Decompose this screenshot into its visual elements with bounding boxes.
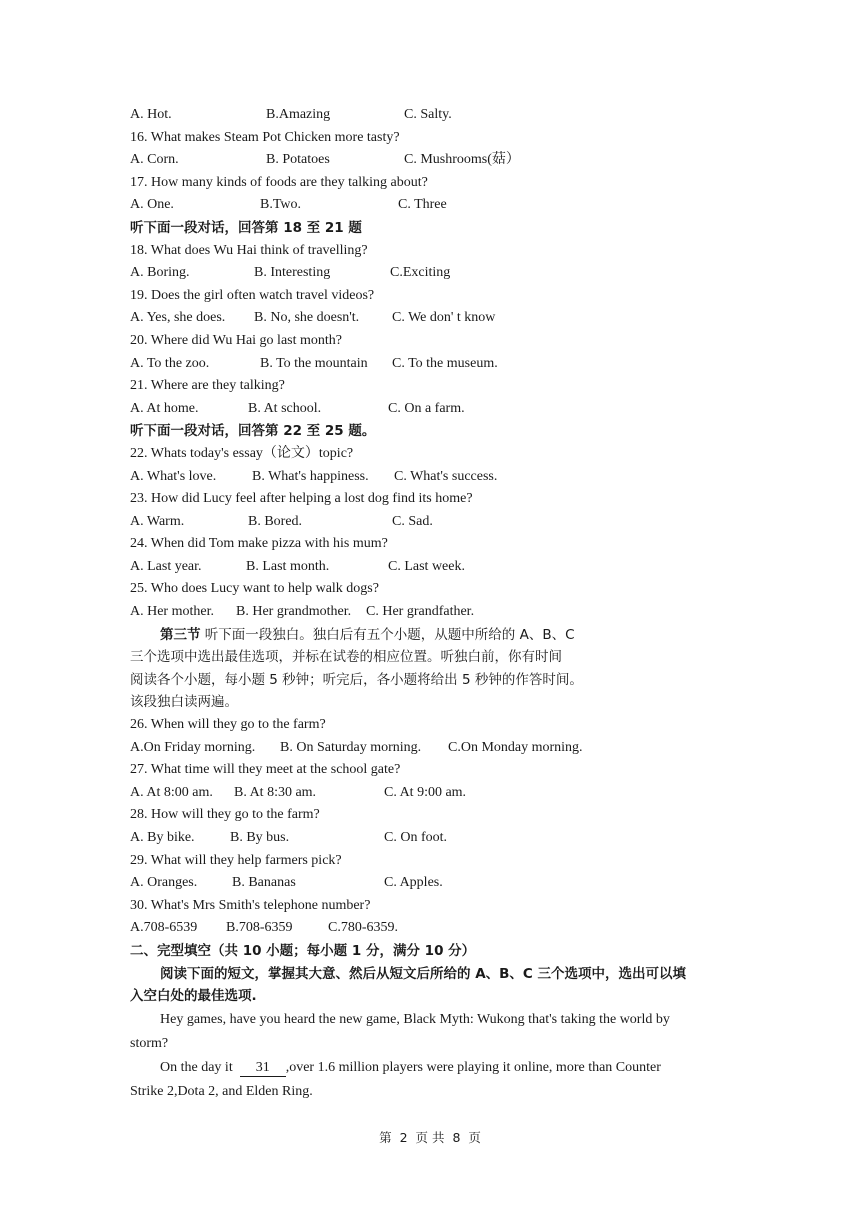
option-a: A. One.	[130, 197, 174, 213]
options-row	[130, 104, 730, 127]
question-text: 27. What time will they meet at the school gate?	[130, 762, 401, 778]
footer-total-pages: 8	[452, 1130, 461, 1145]
questions-26-30	[130, 714, 730, 940]
option-b: B. Potatoes	[266, 152, 330, 168]
section3-intro-line4: 该段独白读两遍。	[130, 694, 238, 711]
option-a: A. Corn.	[130, 152, 179, 168]
question-text: 23. How did Lucy feel after helping a lost dog find its home?	[130, 491, 473, 507]
option-b: B.Amazing	[266, 107, 331, 122]
option-b: B. On Saturday morning.	[280, 739, 422, 755]
option-a: A.On Friday morning.	[130, 739, 256, 755]
section3-intro-line2: 三个选项中选出最佳选项，并标在试卷的相应位置。听独白前，你有时间	[130, 649, 562, 666]
options-row	[130, 194, 730, 217]
option-c: C.Exciting	[390, 265, 451, 281]
option-a: A.708-6539	[130, 920, 198, 936]
option-a: A. Warm.	[130, 513, 185, 529]
question-text: 19. Does the girl often watch travel videos?	[130, 287, 375, 303]
section3-heading: 第三节	[160, 626, 201, 643]
options-row	[130, 149, 730, 172]
option-a: A. Yes, she does.	[130, 310, 226, 326]
question-text: 17. How many kinds of foods are they talking about?	[130, 174, 428, 190]
question-text: 26. When will they go to the farm?	[130, 717, 326, 733]
option-a: A. Her mother.	[130, 604, 214, 620]
option-a: A. At 8:00 am.	[130, 784, 213, 800]
option-b: B. What's happiness.	[252, 468, 369, 484]
option-a: A. To the zoo.	[130, 355, 210, 371]
option-b: B. Bored.	[248, 513, 303, 529]
page-footer	[0, 1128, 860, 1146]
option-a: A. Last year.	[130, 558, 202, 574]
option-c: C. On a farm.	[388, 400, 465, 416]
option-c: C. Sad.	[392, 513, 433, 529]
passage-p1-line2: storm?	[130, 1035, 169, 1051]
passage-p1-line1: Hey games, have you heard the new game, Black Myth: Wukong that's taking the world by	[160, 1011, 670, 1027]
option-a: A. At home.	[130, 400, 199, 416]
question-text: 30. What's Mrs Smith's telephone number?	[130, 897, 371, 913]
option-c: C. Salty.	[404, 107, 452, 122]
options-row	[130, 466, 730, 489]
question-text: 16. What makes Steam Pot Chicken more tasty?	[130, 129, 400, 145]
option-c: C. Last week.	[388, 558, 465, 574]
option-b: B. Interesting	[254, 265, 331, 281]
options-row	[130, 601, 730, 624]
question-text: 29. What will they help farmers pick?	[130, 852, 342, 868]
options-row	[130, 262, 730, 285]
options-row	[130, 872, 730, 895]
section3-text-1: 听下面一段独白。独白后有五个小题，从题中所给的 A、B、C	[204, 626, 575, 643]
options-row	[130, 398, 730, 421]
footer-post: 页	[468, 1130, 481, 1145]
option-b: B. To the mountain	[260, 355, 368, 371]
option-c: C. On foot.	[384, 830, 447, 845]
passage-p2-post: ,over 1.6 million players were playing it online, more than Counter	[285, 1059, 661, 1075]
question-text: 28. How will they go to the farm?	[130, 807, 320, 823]
option-a: A. By bike.	[130, 830, 195, 845]
footer-mid: 页 共	[415, 1130, 445, 1145]
option-b: B. By bus.	[230, 830, 290, 845]
question-text: 25. Who does Lucy want to help walk dogs?	[130, 581, 379, 597]
option-c: C. Apples.	[384, 875, 443, 891]
options-row	[130, 737, 730, 760]
question-text: 21. Where are they talking?	[130, 378, 285, 394]
option-c: C. Her grandfather.	[366, 604, 475, 620]
passage-p2-line2: Strike 2,Dota 2, and Elden Ring.	[130, 1083, 313, 1099]
option-a: A. Oranges.	[130, 875, 198, 891]
question-text: 20. Where did Wu Hai go last month?	[130, 332, 342, 348]
option-c: C. What's success.	[394, 468, 498, 484]
page-content	[130, 104, 730, 1104]
section-instruction: 听下面一段对话，回答第 18 至 21 题	[130, 219, 362, 236]
section-instruction: 听下面一段对话，回答第 22 至 25 题。	[130, 423, 376, 440]
footer-pre: 第	[379, 1130, 392, 1145]
option-b: B. No, she doesn't.	[254, 310, 360, 326]
part2-instruction-2: 入空白处的最佳选项.	[130, 988, 257, 1005]
footer-page-number: 2	[399, 1130, 408, 1145]
option-c: C.On Monday morning.	[448, 739, 583, 755]
option-b: B. At school.	[248, 400, 322, 416]
section3-intro-line3: 阅读各个小题，每小题 5 秒钟；听完后，各小题将给出 5 秒钟的作答时间。	[130, 671, 583, 688]
section3-intro-line1	[130, 624, 730, 647]
blank-31: 31	[240, 1060, 286, 1077]
passage-p2-line1	[130, 1056, 730, 1080]
options-row	[130, 556, 730, 579]
options-row	[130, 307, 730, 330]
options-row	[130, 511, 730, 534]
option-a: A. What's love.	[130, 468, 217, 484]
option-c: C.780-6359.	[328, 920, 398, 936]
option-c: C. Three	[398, 197, 447, 213]
option-c: C. To the museum.	[392, 355, 498, 371]
option-a: A. Boring.	[130, 265, 190, 281]
option-a: A. Hot.	[130, 107, 172, 122]
question-text: 18. What does Wu Hai think of travelling?	[130, 242, 368, 258]
options-row	[130, 917, 730, 940]
passage-p2-pre: On the day it	[160, 1059, 233, 1075]
option-b: B.Two.	[260, 197, 302, 213]
option-b: B.708-6359	[226, 920, 293, 936]
option-b: B. Her grandmother.	[236, 604, 352, 620]
part2-instruction-1: 阅读下面的短文，掌握其大意、然后从短文后所给的 A、B、C 三个选项中，选出可以填	[160, 965, 687, 982]
option-b: B. Last month.	[246, 558, 330, 574]
options-row	[130, 782, 730, 805]
options-row	[130, 827, 730, 850]
part2-title: 二、完型填空（共 10 小题；每小题 1 分，满分 10 分）	[130, 942, 476, 959]
option-c: C. We don' t know	[392, 310, 496, 326]
question-text: 22. Whats today's essay（论文）topic?	[130, 445, 354, 461]
questions-15-25	[130, 104, 730, 624]
option-c: C. Mushrooms(菇）	[404, 152, 520, 168]
options-row	[130, 353, 730, 376]
option-b: B. Bananas	[232, 875, 296, 891]
question-text: 24. When did Tom make pizza with his mum?	[130, 536, 388, 552]
option-b: B. At 8:30 am.	[234, 784, 317, 800]
option-c: C. At 9:00 am.	[384, 784, 467, 800]
